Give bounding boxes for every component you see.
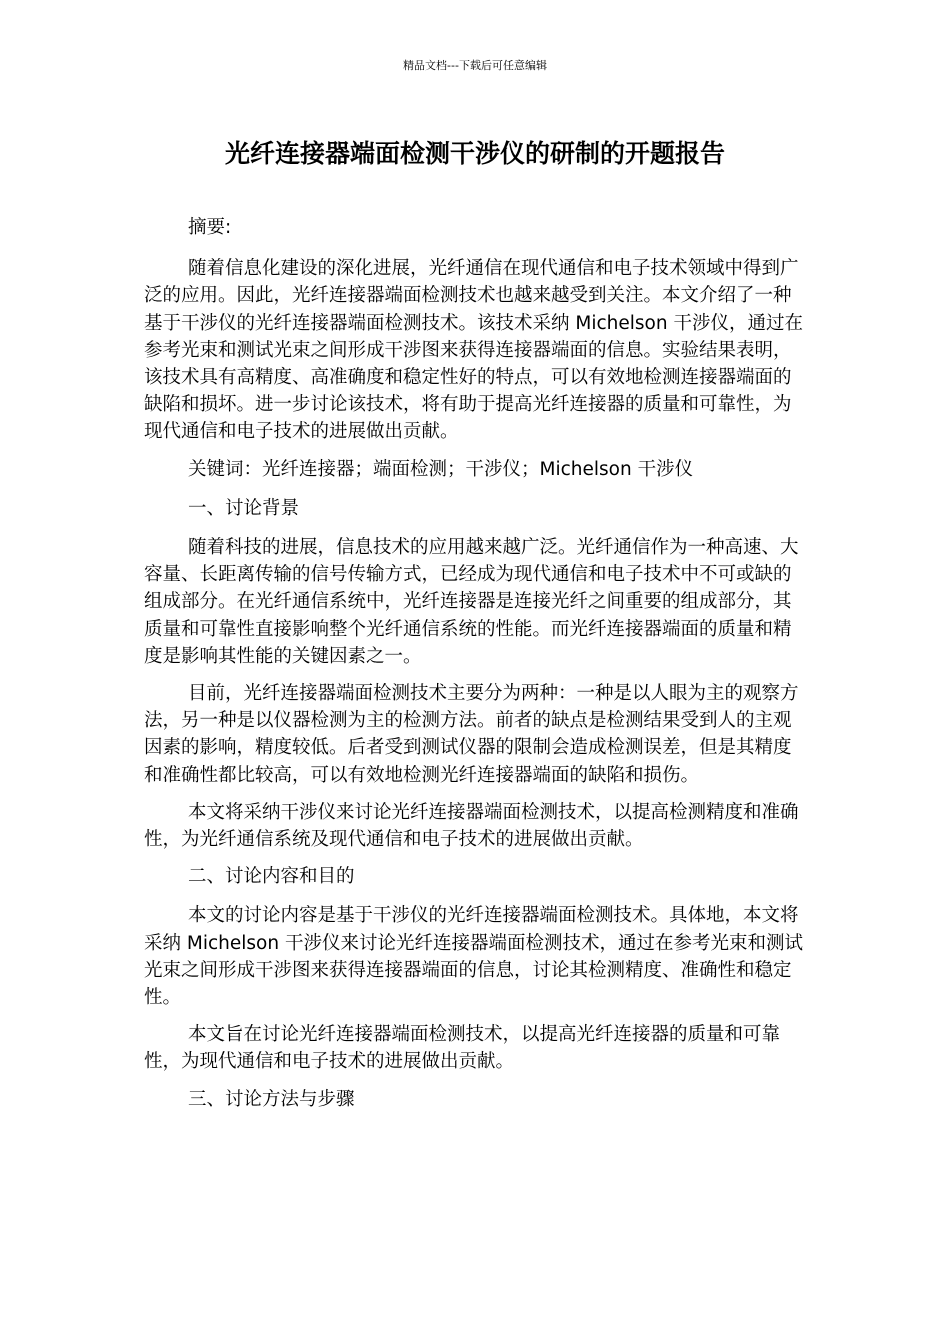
abstract-paragraph: 随着信息化建设的深化进展，光纤通信在现代通信和电子技术领域中得到广泛的应用。因此，光纤连接器端面检测技术也越来越受到关注。本文介绍了一种基于干涉仪的光纤连接器端面检测技术。该技术采纳 Michelson 干涉仪，通过在参考光束和测试光束之间形成干涉图来获得连接器端面的信息。实验结果表明，该技术具有高精度、高准确度和稳定性好的特点，可以有效地检测连接器端面的缺陷和损坏。进一步讨论该技术，将有助于提高光纤连接器的质量和可靠性，为现代通信和电子技术的进展做出贡献。	[144, 258, 803, 443]
background-paragraph-2: 目前，光纤连接器端面检测技术主要分为两种：一种是以人眼为主的观察方法，另一种是以仪器检测为主的检测方法。前者的缺点是检测结果受到人的主观因素的影响，精度较低。后者受到测试仪器的限制会造成检测误差，但是其精度和准确性都比较高，可以有效地检测光纤连接器端面的缺陷和损伤。	[144, 683, 799, 786]
section-heading-content-purpose: 二、讨论内容和目的	[188, 866, 355, 888]
content-paragraph-1: 本文的讨论内容是基于干涉仪的光纤连接器端面检测技术。具体地，本文将采纳 Michelson 干涉仪来讨论光纤连接器端面检测技术，通过在参考光束和测试光束之间形成干涉图来获得连接器端面的信息，讨论其检测精度、准确性和稳定性。	[144, 905, 803, 1009]
keywords-line: 关键词：光纤连接器；端面检测；干涉仪；Michelson 干涉仪	[188, 458, 694, 480]
section-heading-background: 一、讨论背景	[188, 497, 300, 519]
abstract-label: 摘要:	[188, 217, 232, 238]
document-body	[144, 214, 806, 1125]
content-paragraph-2: 本文旨在讨论光纤连接器端面检测技术，以提高光纤连接器的质量和可靠性，为现代通信和电子技术的进展做出贡献。	[144, 1024, 781, 1073]
document-title: 光纤连接器端面检测干涉仪的研制的开题报告	[224, 139, 725, 168]
header-note: 精品文档---下载后可任意编辑	[403, 59, 547, 72]
background-paragraph-1: 随着科技的进展，信息技术的应用越来越广泛。光纤通信作为一种高速、大容量、长距离传输的信号传输方式，已经成为现代通信和电子技术中不可或缺的组成部分。在光纤通信系统中，光纤连接器是连接光纤之间重要的组成部分，其质量和可靠性直接影响整个光纤通信系统的性能。而光纤连接器端面的质量和精度是影响其性能的关键因素之一。	[144, 537, 799, 667]
background-paragraph-3: 本文将采纳干涉仪来讨论光纤连接器端面检测技术，以提高检测精度和准确性，为光纤通信系统及现代通信和电子技术的进展做出贡献。	[144, 801, 799, 851]
section-heading-methods: 三、讨论方法与步骤	[188, 1088, 355, 1110]
